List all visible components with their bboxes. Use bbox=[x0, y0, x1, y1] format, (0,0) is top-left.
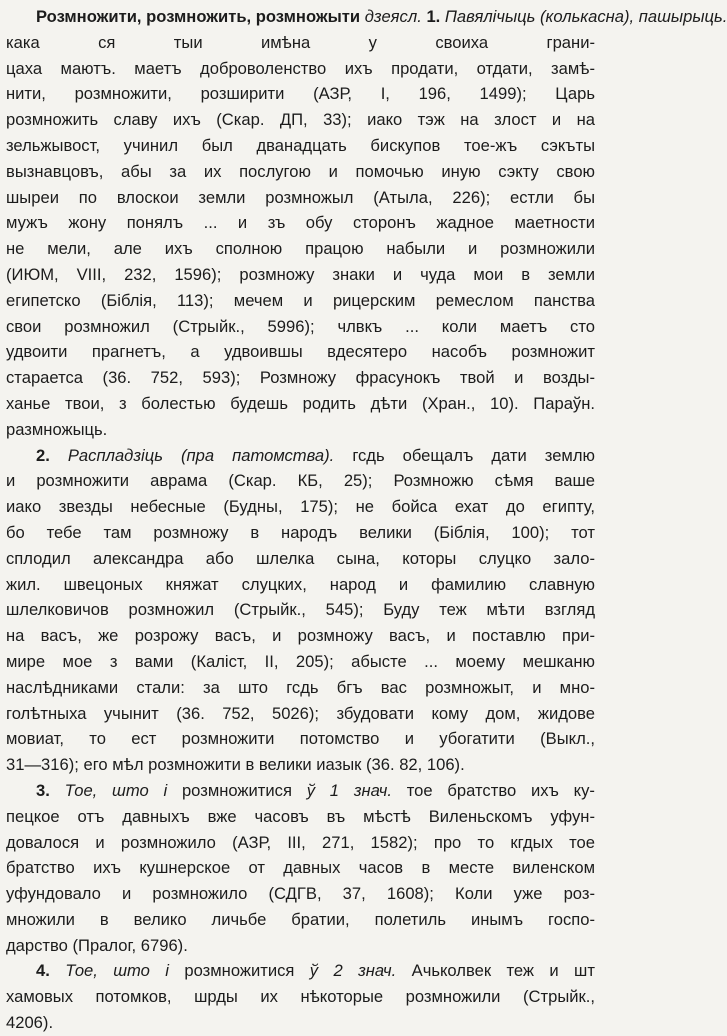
text-fragment: тое братство ихъ ку- bbox=[406, 780, 595, 800]
text-line: свои розмножил (Стрыйк., 5996); члвкъ ... коли маетъ сто bbox=[6, 316, 595, 336]
text-line: шыреи по влоскои земли розмножыл (Атыла, 226); естли бы bbox=[6, 187, 595, 207]
headword: Розмножити, розмножить, розмножыти bbox=[36, 7, 361, 26]
text-line: (ИЮМ, VIII, 232, 1596); розмножу знаки и чуда мои в земли bbox=[6, 264, 595, 284]
text-line: бо тебе там розмножу в народъ велики (Біблія, 100); тот bbox=[6, 522, 595, 542]
sense-definition: Распладзіць (пра патомства). bbox=[67, 445, 335, 465]
text-line: не мели, але ихъ сполною працою набыли и розмножили bbox=[6, 239, 595, 259]
sense-3 bbox=[6, 778, 595, 959]
text-fragment: Ачьколвек теж и шт bbox=[411, 961, 595, 981]
text-line: розмножить славу ихъ (Скар. ДП, 33); иако тэж на злост и на bbox=[6, 110, 595, 130]
text-line: нити, розмножити, розширити (АЗР, I, 196, 1499); Царь bbox=[6, 84, 595, 104]
text-line: мужъ жону понялъ ... и зъ обу сторонъ жадное маетности bbox=[6, 213, 595, 233]
text-line: наслѣдниками стали: за што гсдь бгъ вас розмножыт, и мно- bbox=[6, 677, 595, 697]
cross-ref-sense: ў 2 знач. bbox=[309, 961, 397, 981]
sense-4 bbox=[6, 958, 595, 1035]
text-line: египетско (Біблія, 113); мечем и рицерским ремеслом панства bbox=[6, 290, 595, 310]
text-line: уфундовало и розмножило (СДГВ, 37, 1608); Коли уже роз- bbox=[6, 884, 595, 904]
sense-number: 3. bbox=[36, 780, 50, 800]
text-line: цаха маютъ. маетъ доброволенство ихъ продати, отдати, замѣ- bbox=[6, 58, 595, 78]
sense-number: 2. bbox=[36, 445, 50, 465]
text-line: 31—316); его мѣл розмножити в велики иазык (36. 82, 106). bbox=[6, 755, 465, 775]
sense-definition: Павялічыць (колькасна), пашырыць. bbox=[444, 7, 727, 26]
part-of-speech: дзеясл. bbox=[364, 7, 422, 26]
text-line: сплодил александра або шлелка сына, которы слуцко зало- bbox=[6, 548, 595, 568]
text-line: удвоити прагнетъ, а удвоившы вдесятеро насобъ розмножит bbox=[6, 342, 595, 362]
sense-first-line bbox=[6, 443, 595, 469]
text-line: и розмножити аврама (Скар. КБ, 25); Розмножю сѣмя ваше bbox=[6, 471, 595, 491]
sense-number: 1. bbox=[426, 7, 441, 26]
text-fragment: гсдь обещалъ дати землю bbox=[352, 445, 595, 465]
cross-ref-word: розмножитися bbox=[184, 961, 295, 981]
text-line: пецкое отъ давныхъ вже часовъ въ мѣстѣ Виленьскомъ уфун- bbox=[6, 806, 595, 826]
text-line: довалося и розмножило (АЗР, III, 271, 1582); про то кгдых тое bbox=[6, 832, 595, 852]
cross-ref-word: розмножитися bbox=[181, 780, 292, 800]
text-line: мире мое з вами (Каліст, II, 205); абысте ... моему мешканю bbox=[6, 651, 595, 671]
text-line: на васъ, же розрожу васъ, и розмножу васъ, и поставлю при- bbox=[6, 626, 595, 646]
text-line: братство ихъ кушнерское от давных часов в месте виленском bbox=[6, 858, 595, 878]
text-line: кака ся тыи имѣна у своиха грани- bbox=[6, 32, 595, 52]
text-line: шлелковичов розмножил (Стрыйк., 545); Буду теж мѣти взгляд bbox=[6, 600, 595, 620]
sense-first-line bbox=[6, 778, 595, 804]
sense-1 bbox=[6, 4, 727, 443]
text-line: мовиат, то ест розмножити потомство и убогатити (Выкл., bbox=[6, 729, 595, 749]
sense-2 bbox=[6, 443, 595, 778]
text-line: иако звезды небесные (Будны, 175); не бойса ехат до египту, bbox=[6, 497, 595, 517]
text-line: множили в велико личьбе братии, полетиль инымъ госпо- bbox=[6, 909, 595, 929]
text-line: голѣтныха учынит (36. 752, 5026); збудовати кому дом, жидове bbox=[6, 703, 595, 723]
text-line: дарство (Пралог, 6796). bbox=[6, 935, 188, 955]
sense-first-line bbox=[6, 958, 595, 984]
text-line: хамовых потомков, шрды их нѣкоторые розмножили (Стрыйк., bbox=[6, 987, 595, 1007]
cross-ref-sense: ў 1 знач. bbox=[306, 780, 392, 800]
text-line: жил. швецоных княжат слуцких, народ и фамилию славную bbox=[6, 574, 595, 594]
text-line: размножыць. bbox=[6, 419, 108, 439]
sense-definition: Тое, што і bbox=[64, 780, 168, 800]
text-line: стараетса (36. 752, 593); Розмножу фрасунокъ твой и возды- bbox=[6, 368, 595, 388]
sense-number: 4. bbox=[36, 961, 50, 981]
text-line: вызнавцовъ, абы за их послугою и помочью иную сэкту свою bbox=[6, 161, 595, 181]
text-line: ханье твои, з болестью будешь родить дѣти (Хран., 10). Параўн. bbox=[6, 393, 595, 413]
sense-definition: Тое, што і bbox=[65, 961, 169, 981]
text-line: 4206). bbox=[6, 1013, 54, 1033]
text-line: зельжывост, учинил был дванадцать бискупов тое-жъ сэкъты bbox=[6, 135, 595, 155]
entry-first-line bbox=[6, 4, 727, 30]
